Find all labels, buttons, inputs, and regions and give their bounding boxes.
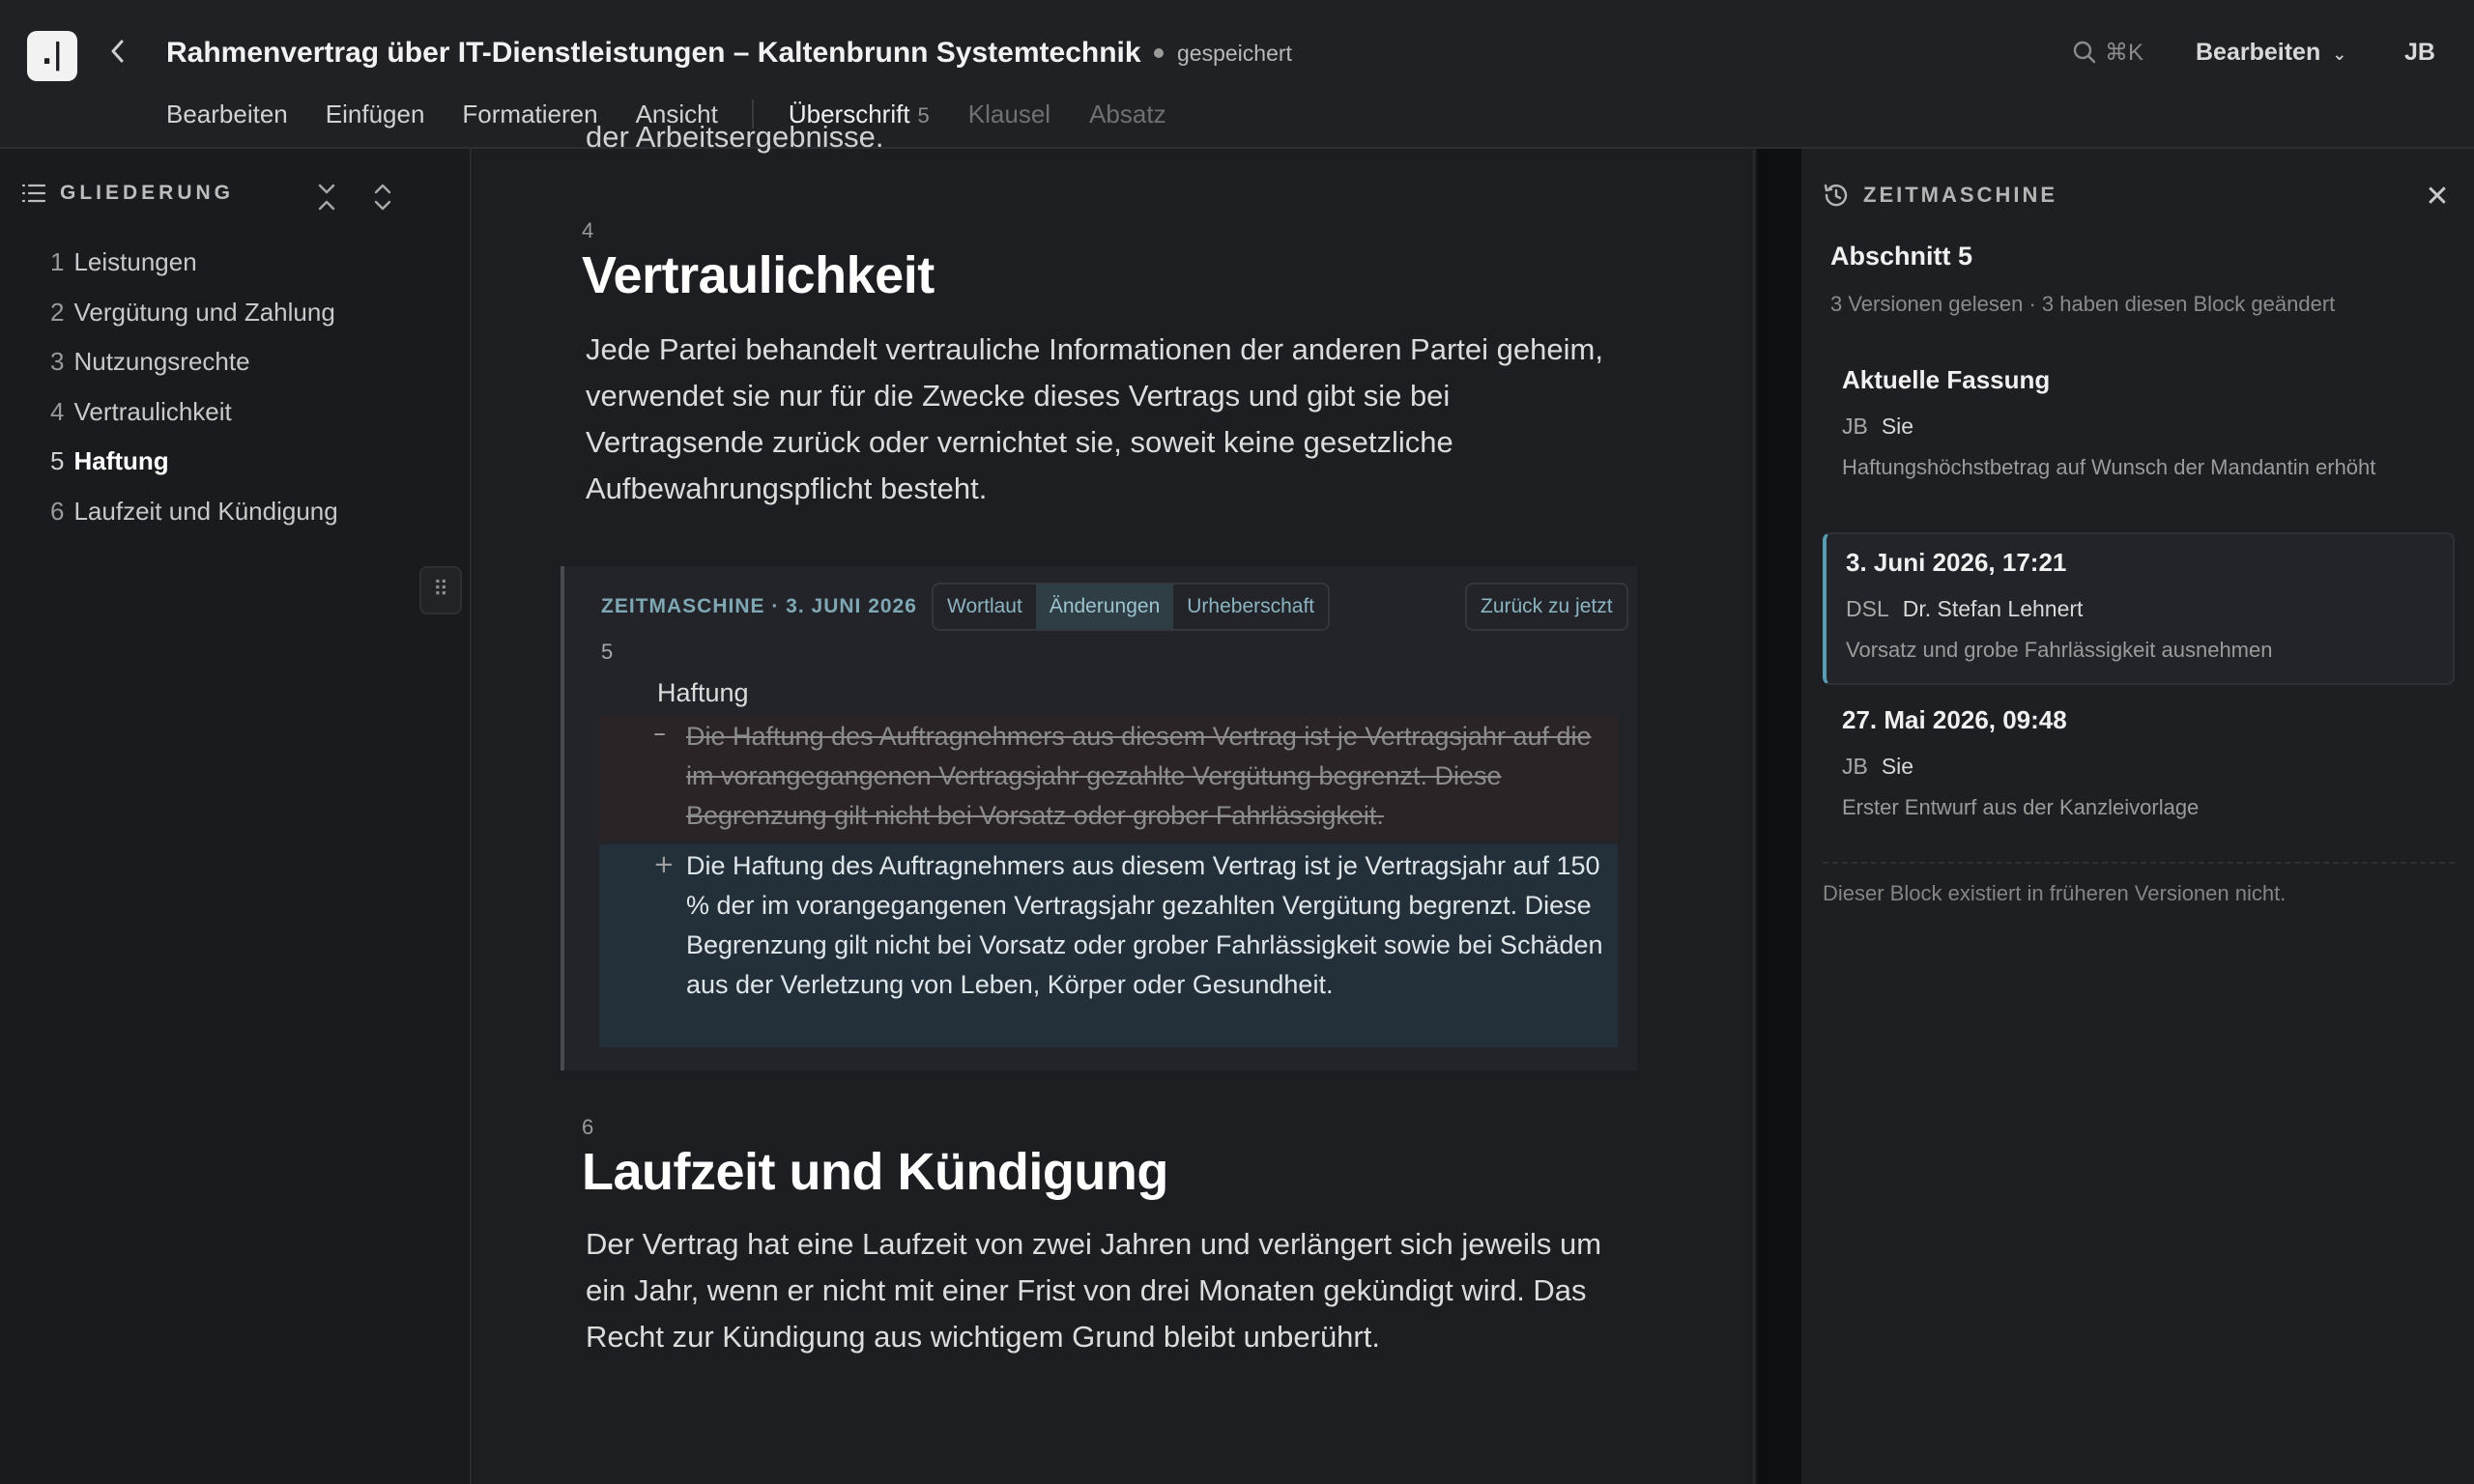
diff-added [599, 844, 1618, 1047]
version-item[interactable] [1823, 350, 2455, 483]
version-item-selected[interactable] [1823, 532, 2455, 685]
panel-footer-note: Dieser Block existiert in früheren Versionen nicht. [1823, 881, 2287, 905]
block-name: Abschnitt 5 [1830, 242, 1973, 271]
expand-all-button[interactable] [371, 182, 394, 213]
timemachine-diff-block [561, 566, 1637, 1070]
version-date: 27. Mai 2026, 09:48 [1842, 705, 2067, 734]
version-author [1842, 414, 1913, 440]
outline-item-number: 6 [50, 496, 65, 526]
divider [1823, 862, 2455, 864]
outline-item-label: Laufzeit und Kündigung [73, 496, 338, 526]
section-body[interactable]: Jede Partei behandelt vertrauliche Informationen der anderen Partei geheim, verwendet sie nur für die Zwecke dieses Vertrags und gibt sie bei Vertragsende zurück oder vernichtet sie, soweit keine gesetzliche Aufbewahrungspflicht besteht. [586, 332, 1603, 505]
version-summary: 3 Versionen gelesen · 3 haben diesen Block geändert [1830, 292, 2336, 316]
history-icon [1823, 182, 1850, 209]
context-heading-label: Überschrift [788, 99, 910, 128]
author-name: Dr. Stefan Lehnert [1902, 596, 2084, 621]
status-dot-icon [1154, 48, 1164, 58]
outline-item-number: 4 [50, 396, 65, 426]
outline-sidebar [0, 149, 472, 1484]
menu-bearbeiten[interactable]: Bearbeiten [166, 99, 288, 128]
section-number: 6 [582, 1115, 594, 1139]
chevron-down-icon: ⌄ [2332, 44, 2347, 65]
timemachine-label: ZEITMASCHINE · 3. JUNI 2026 [601, 595, 917, 617]
version-note: Haftungshöchstbetrag auf Wunsch der Mandantin erhöht [1842, 455, 2376, 479]
outline-item[interactable] [50, 345, 338, 395]
outline-item-label: Leistungen [73, 247, 197, 276]
collapse-all-button[interactable] [315, 182, 338, 213]
expand-icon [371, 182, 394, 213]
outline-item-label: Vergütung und Zahlung [73, 297, 335, 327]
author-name: Sie [1881, 414, 1914, 439]
outline-item-number: 1 [50, 247, 65, 276]
outline-item-label: Haftung [73, 446, 169, 475]
view-aenderungen[interactable]: Änderungen [1036, 585, 1173, 629]
section-number: 5 [601, 640, 614, 664]
view-switcher [932, 583, 1330, 631]
context-paragraph[interactable]: Absatz [1089, 99, 1166, 128]
version-date: 3. Juni 2026, 17:21 [1846, 548, 2067, 577]
search-button[interactable] [2072, 39, 2143, 67]
top-bar [0, 0, 2474, 149]
back-button[interactable] [101, 37, 135, 75]
version-author [1842, 754, 1913, 780]
user-avatar[interactable]: JB [2404, 39, 2435, 66]
menu-einfuegen[interactable]: Einfügen [325, 99, 425, 128]
author-initials: JB [1842, 754, 1868, 779]
outline-item-label: Nutzungsrechte [73, 347, 250, 376]
version-item[interactable] [1823, 690, 2455, 844]
section-number: 4 [582, 218, 594, 243]
outline-item[interactable] [50, 296, 338, 346]
author-initials: JB [1842, 414, 1868, 439]
version-note: Erster Entwurf aus der Kanzleivorlage [1842, 795, 2200, 819]
menu-ansicht[interactable]: Ansicht [635, 99, 718, 128]
previous-paragraph-fragment[interactable]: der Arbeitsergebnisse. [586, 120, 884, 154]
outline-item-number: 3 [50, 347, 65, 376]
menu-formatieren[interactable]: Formatieren [462, 99, 598, 128]
outline-item[interactable] [50, 495, 338, 545]
outline-item-label: Vertraulichkeit [73, 396, 232, 426]
outline-item-number: 2 [50, 297, 65, 327]
outline-list [50, 245, 338, 544]
section-heading[interactable]: Laufzeit und Kündigung [582, 1143, 1168, 1201]
timemachine-panel [1801, 149, 2474, 1484]
outline-title: GLIEDERUNG [60, 182, 235, 204]
save-status-label: gespeichert [1177, 41, 1292, 66]
outline-header [21, 182, 234, 205]
author-name: Sie [1881, 754, 1914, 779]
added-text: Die Haftung des Auftragnehmers aus diesem Vertrag ist je Vertragsjahr auf 150 % der im vorangegangenen Vertragsjahr gezahlten Vergütung begrenzt. Diese Begrenzung gilt nicht bei Vorsatz oder grober Fahrlässigkeit sowie bei Schäden aus der Verletzung von Leben, Körper oder Gesundheit. [686, 851, 1603, 999]
mode-dropdown[interactable] [2196, 39, 2346, 67]
version-date: Aktuelle Fassung [1842, 365, 2051, 394]
removed-text: Die Haftung des Auftragnehmers aus diesem Vertrag ist je Vertragsjahr auf die im vorangegangenen Vertragsjahr gezahlte Vergütung begrenzt. Diese Begrenzung gilt nicht bei Vorsatz oder grober Fahrlässigkeit. [686, 722, 1592, 830]
close-icon[interactable]: ✕ [2425, 180, 2450, 214]
document-title[interactable]: Rahmenvertrag über IT-Dienstleistungen – Kaltenbrunn Systemtechnik [166, 37, 1141, 69]
panel-header [1823, 182, 2057, 209]
version-note: Vorsatz und grobe Fahrlässigkeit ausnehmen [1846, 638, 2273, 662]
outline-item-active[interactable] [50, 444, 338, 495]
section-body[interactable]: Der Vertrag hat eine Laufzeit von zwei Jahren und verlängert sich jeweils um ein Jahr, wenn er nicht mit einer Frist von drei Monaten gekündigt wird. Das Recht zur Kündigung aus wichtigem Grund bleibt unberührt. [586, 1227, 1602, 1354]
canvas-gutter [1757, 149, 1801, 1484]
version-author [1846, 596, 2083, 622]
section-heading[interactable]: Vertraulichkeit [582, 246, 935, 304]
app-logo[interactable]: .| [27, 31, 77, 81]
plus-icon: + [653, 850, 675, 879]
outline-item-number: 5 [50, 446, 65, 475]
search-icon [2072, 40, 2097, 65]
heading-level: 5 [917, 102, 930, 128]
view-urheberschaft[interactable]: Urheberschaft [1187, 595, 1315, 617]
outline-item[interactable] [50, 245, 338, 296]
back-to-now-button[interactable]: Zurück zu jetzt [1465, 583, 1628, 631]
chevron-left-icon [107, 37, 129, 66]
diff-removed [599, 715, 1618, 841]
mode-label: Bearbeiten [2196, 39, 2321, 66]
document-editor[interactable] [474, 120, 1755, 1484]
collapse-icon [315, 182, 338, 213]
view-wortlaut[interactable]: Wortlaut [947, 595, 1022, 617]
author-initials: DSL [1846, 596, 1889, 621]
save-status [1154, 41, 1292, 67]
context-clause[interactable]: Klausel [967, 99, 1051, 128]
list-icon [21, 183, 46, 204]
section-heading: Haftung [657, 678, 749, 707]
minus-icon: – [653, 719, 666, 748]
search-shortcut: ⌘K [2105, 40, 2144, 66]
drag-handle-icon[interactable]: ⠿ [419, 566, 462, 614]
panel-title: ZEITMASCHINE [1863, 183, 2057, 207]
outline-item[interactable] [50, 395, 338, 445]
